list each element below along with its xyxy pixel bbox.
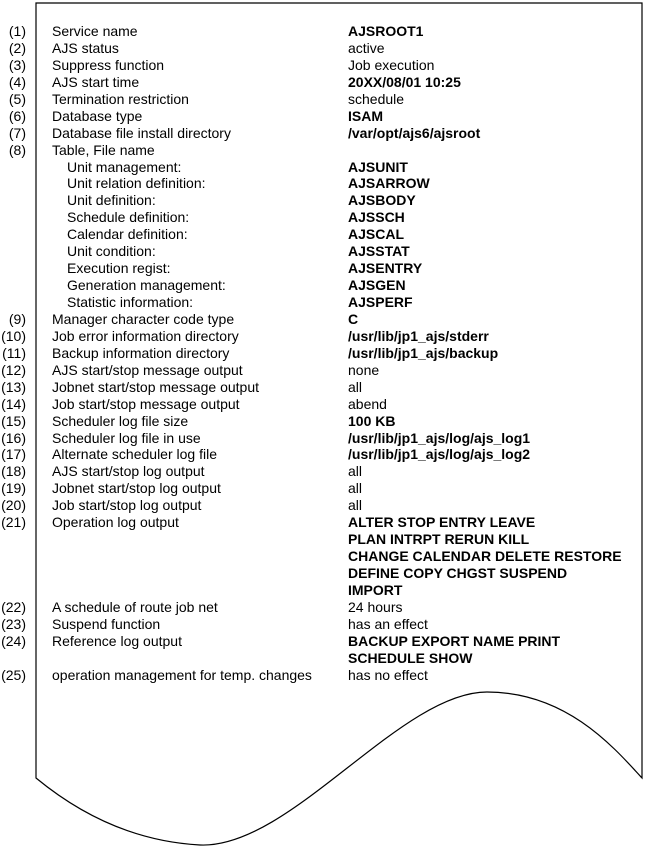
- row-number: (23): [1, 615, 26, 632]
- row-value: schedule: [348, 90, 405, 107]
- row-label: Unit management:: [67, 158, 182, 175]
- config-row: [0, 142, 645, 159]
- row-label: AJS status: [52, 39, 119, 56]
- config-row: [0, 548, 645, 565]
- config-row: [0, 497, 645, 514]
- row-number: (13): [1, 378, 26, 395]
- row-label: Reference log output: [52, 632, 182, 649]
- row-number: (12): [1, 361, 26, 378]
- row-label: Manager character code type: [52, 310, 235, 327]
- row-value: AJSBODY: [348, 192, 416, 209]
- row-value: IMPORT: [348, 581, 403, 598]
- row-label: Alternate scheduler log file: [52, 446, 217, 463]
- row-label: Database type: [52, 107, 143, 124]
- row-value: C: [348, 310, 359, 327]
- row-value: Job execution: [348, 56, 435, 73]
- row-label: A schedule of route job net: [52, 598, 218, 615]
- row-label: [26, 548, 348, 565]
- row-number: (19): [1, 480, 26, 497]
- config-row: [0, 531, 645, 548]
- config-row: [0, 599, 645, 616]
- row-value: 24 hours: [348, 598, 403, 615]
- row-number: (11): [2, 344, 26, 361]
- row-label: AJS start time: [52, 73, 140, 90]
- row-label: AJS start/stop message output: [52, 361, 243, 378]
- row-label: Database file install directory: [52, 124, 231, 141]
- row-value: AJSUNIT: [348, 158, 408, 175]
- row-label: [26, 650, 348, 667]
- row-number: [0, 226, 26, 243]
- config-row: [0, 294, 645, 311]
- row-number: (22): [1, 598, 26, 615]
- row-value: has an effect: [348, 615, 428, 632]
- row-value: AJSARROW: [348, 175, 430, 192]
- row-number: [0, 294, 26, 311]
- row-value: AJSROOT1: [348, 23, 424, 39]
- row-label: Jobnet start/stop log output: [52, 480, 221, 497]
- row-number: [0, 175, 26, 192]
- config-row: [0, 582, 645, 599]
- row-number: (3): [8, 56, 26, 73]
- row-number: (8): [8, 141, 26, 158]
- row-value: AJSSCH: [348, 209, 405, 226]
- config-row: [0, 243, 645, 260]
- row-value: CHANGE CALENDAR DELETE RESTORE: [348, 548, 622, 565]
- config-row: [0, 633, 645, 650]
- config-row: [0, 74, 645, 91]
- row-label: Backup information directory: [52, 344, 230, 361]
- row-value: [348, 142, 645, 159]
- row-label: Scheduler log file in use: [52, 429, 201, 446]
- row-number: [0, 159, 26, 176]
- row-number: [0, 192, 26, 209]
- config-row: [0, 192, 645, 209]
- config-row: [0, 311, 645, 328]
- config-row: [0, 413, 645, 430]
- row-label: Statistic information:: [67, 294, 194, 310]
- row-label: Job start/stop log output: [52, 497, 202, 514]
- row-label: [26, 531, 348, 548]
- row-value: BACKUP EXPORT NAME PRINT: [348, 632, 561, 649]
- row-label: Unit definition:: [67, 192, 156, 209]
- row-value: 20XX/08/01 10:25: [348, 73, 461, 90]
- config-row: [0, 226, 645, 243]
- row-number: (25): [1, 666, 26, 683]
- row-label: [26, 565, 348, 582]
- row-number: [0, 565, 26, 582]
- row-number: [0, 548, 26, 565]
- row-number: (17): [1, 446, 26, 463]
- row-number: (20): [1, 497, 26, 514]
- row-value: all: [348, 463, 363, 480]
- row-value: /usr/lib/jp1_ajs/stderr: [348, 327, 489, 344]
- row-value: SCHEDULE SHOW: [348, 649, 473, 666]
- config-row: [0, 175, 645, 192]
- config-row: [0, 277, 645, 294]
- row-label: [26, 582, 348, 599]
- config-listing: [0, 23, 645, 684]
- config-row: [0, 23, 645, 40]
- row-value: AJSENTRY: [348, 260, 423, 277]
- row-number: (10): [1, 327, 26, 344]
- config-row: [0, 40, 645, 57]
- row-number: [0, 582, 26, 599]
- row-number: [0, 243, 26, 260]
- row-value: active: [348, 39, 385, 56]
- row-number: (1): [8, 23, 26, 39]
- config-row: [0, 260, 645, 277]
- row-number: (18): [1, 463, 26, 480]
- row-value: all: [348, 378, 363, 395]
- row-value: /usr/lib/jp1_ajs/log/ajs_log2: [348, 446, 531, 463]
- config-row: [0, 565, 645, 582]
- row-number: (9): [8, 310, 26, 327]
- config-row: [0, 91, 645, 108]
- row-number: [0, 277, 26, 294]
- row-label: Jobnet start/stop message output: [52, 378, 260, 395]
- row-label: Job error information directory: [52, 327, 239, 344]
- row-value: /usr/lib/jp1_ajs/log/ajs_log1: [348, 429, 531, 446]
- row-value: PLAN INTRPT RERUN KILL: [348, 531, 530, 548]
- row-value: all: [348, 480, 363, 497]
- config-row: [0, 650, 645, 667]
- row-number: [0, 209, 26, 226]
- row-value: has no effect: [348, 666, 428, 683]
- row-label: Suppress function: [52, 56, 165, 73]
- row-value: 100 KB: [348, 412, 396, 429]
- row-label: Table, File name: [52, 141, 155, 158]
- row-value: all: [348, 497, 363, 514]
- row-number: (7): [8, 124, 26, 141]
- config-row: [0, 446, 645, 463]
- config-row: [0, 463, 645, 480]
- row-label: Calendar definition:: [67, 226, 188, 243]
- config-row: [0, 430, 645, 447]
- row-label: operation management for temp. changes: [52, 666, 312, 683]
- config-row: [0, 209, 645, 226]
- row-value: /var/opt/ajs6/ajsroot: [348, 124, 481, 141]
- row-number: (24): [1, 632, 26, 649]
- row-label: Schedule definition:: [67, 209, 190, 226]
- row-label: Operation log output: [52, 514, 179, 531]
- row-number: (6): [8, 107, 26, 124]
- row-value: abend: [348, 395, 387, 412]
- row-label: Unit relation definition:: [67, 175, 206, 192]
- row-number: (2): [8, 39, 26, 56]
- row-value: AJSPERF: [348, 294, 413, 310]
- row-number: (16): [1, 429, 26, 446]
- row-number: [0, 531, 26, 548]
- row-label: Unit condition:: [67, 243, 156, 260]
- config-row: [0, 667, 645, 684]
- config-row: [0, 159, 645, 176]
- row-label: AJS start/stop log output: [52, 463, 205, 480]
- config-row: [0, 396, 645, 413]
- row-value: ISAM: [348, 107, 383, 124]
- config-row: [0, 108, 645, 125]
- row-number: [0, 650, 26, 667]
- row-value: DEFINE COPY CHGST SUSPEND: [348, 565, 568, 581]
- row-number: (15): [1, 412, 26, 429]
- config-row: [0, 616, 645, 633]
- row-number: (14): [1, 395, 26, 412]
- row-label: Job start/stop message output: [52, 395, 240, 412]
- row-number: (21): [1, 514, 26, 531]
- row-label: Suspend function: [52, 615, 161, 632]
- row-value: AJSCAL: [348, 226, 405, 243]
- row-value: AJSSTAT: [348, 243, 410, 260]
- config-row: [0, 328, 645, 345]
- row-label: Execution regist:: [67, 260, 171, 277]
- row-number: [0, 260, 26, 277]
- row-value: AJSGEN: [348, 277, 406, 294]
- config-row: [0, 480, 645, 497]
- config-row: [0, 379, 645, 396]
- config-row: [0, 345, 645, 362]
- config-row: [0, 125, 645, 142]
- row-value: none: [348, 361, 380, 378]
- row-number: (4): [8, 73, 26, 90]
- row-label: Service name: [52, 23, 138, 39]
- row-label: Termination restriction: [52, 90, 189, 107]
- row-value: /usr/lib/jp1_ajs/backup: [348, 344, 499, 361]
- row-value: ALTER STOP ENTRY LEAVE: [348, 514, 536, 531]
- config-row: [0, 57, 645, 74]
- row-label: Scheduler log file size: [52, 412, 189, 429]
- row-label: Generation management:: [67, 277, 226, 294]
- config-row: [0, 514, 645, 531]
- config-row: [0, 362, 645, 379]
- row-number: (5): [8, 90, 26, 107]
